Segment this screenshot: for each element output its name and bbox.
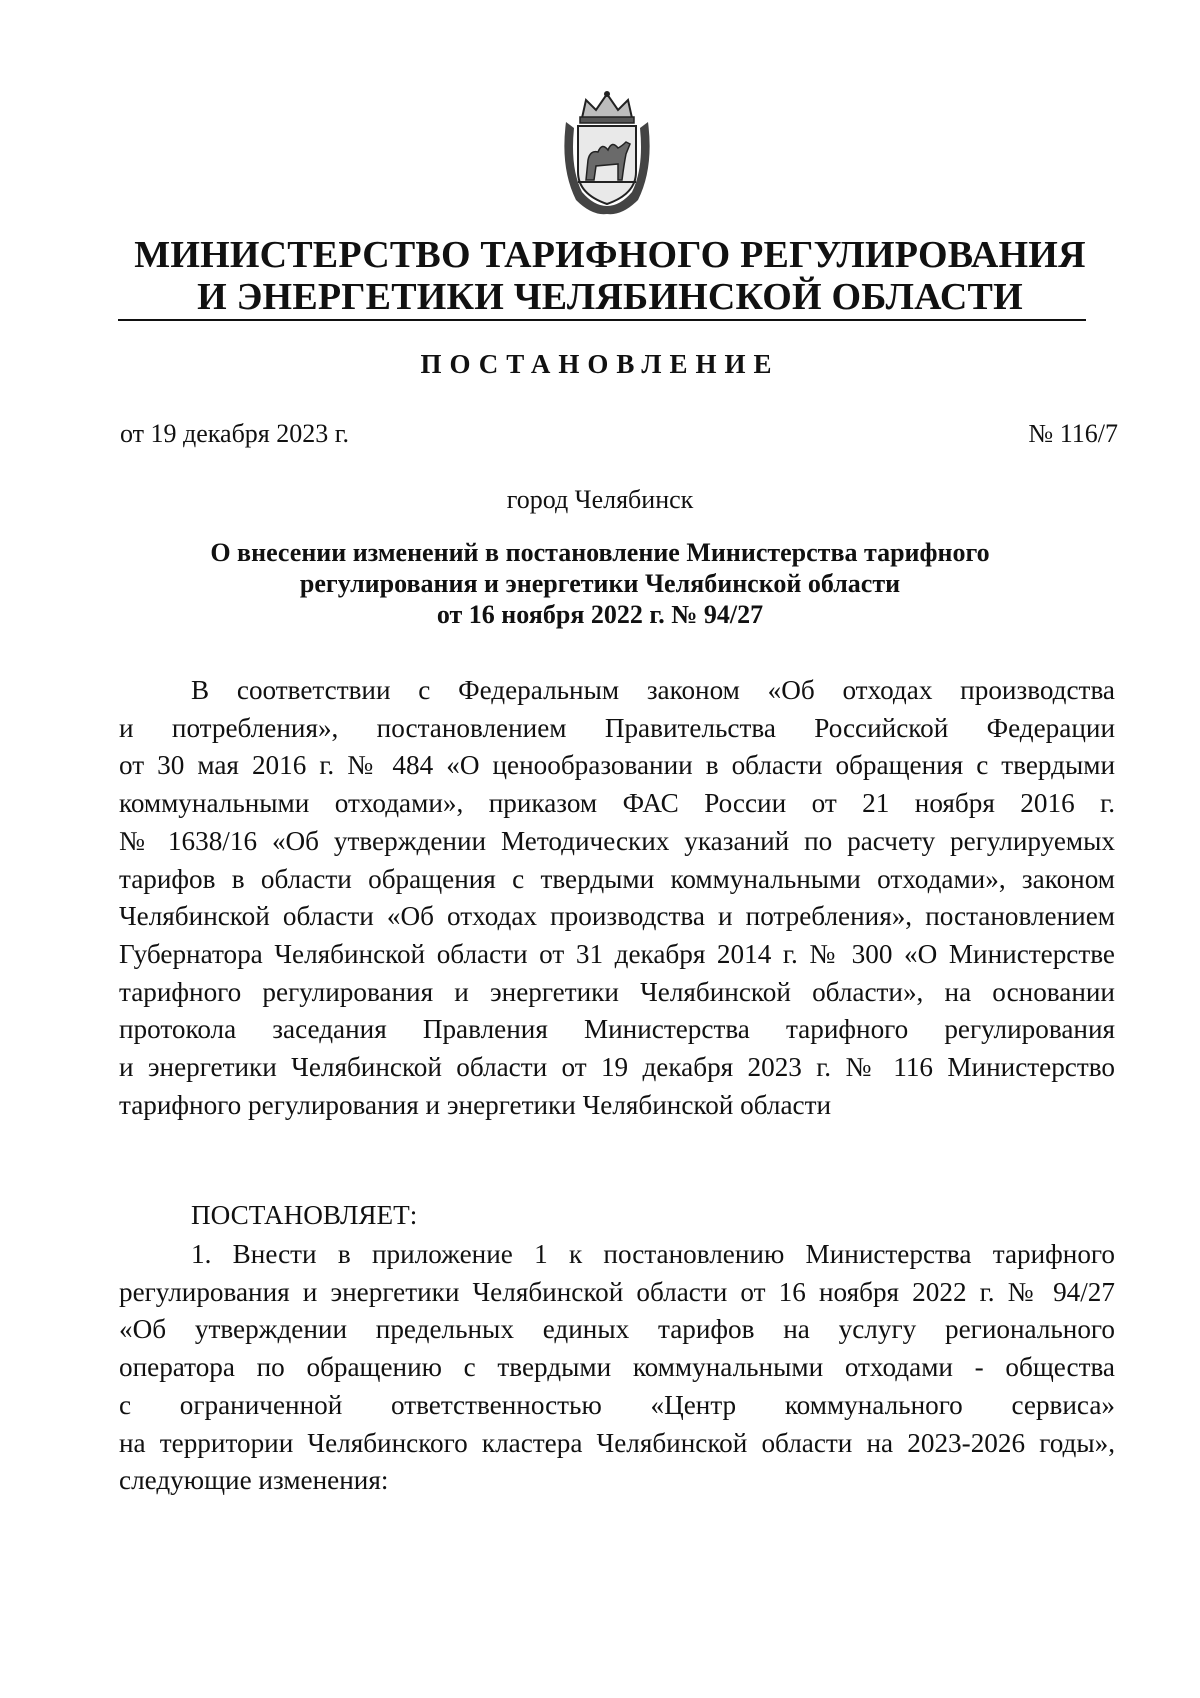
text-line: регулирования и энергетики Челябинской области от 16 ноября 2022 г. № 94/27	[119, 1276, 1115, 1307]
document-type: ПОСТАНОВЛЕНИЕ	[420, 349, 780, 379]
text-line: оператора по обращению с твердыми коммунальными отходами - общества	[119, 1352, 1115, 1383]
text-line: протокола заседания Правления Министерства тарифного регулирования	[119, 1014, 1115, 1045]
document-date: от 19 декабря 2023 г.	[120, 419, 349, 448]
coat-of-arms-icon	[556, 88, 658, 218]
title-line: регулирования и энергетики Челябинской области	[299, 569, 901, 598]
text-line: от 30 мая 2016 г. № 484 «О ценообразовании в области обращения с твердыми	[119, 750, 1115, 781]
text-line: тарифного регулирования и энергетики Челябинской области	[119, 1089, 832, 1120]
preamble-paragraph	[119, 672, 1115, 1124]
ministry-name-line2: И ЭНЕРГЕТИКИ ЧЕЛЯБИНСКОЙ ОБЛАСТИ	[197, 276, 1023, 318]
text-line: на территории Челябинского кластера Челябинской области на 2023-2026 годы»,	[119, 1427, 1115, 1458]
text-line: и энергетики Челябинской области от 19 декабря 2023 г. № 116 Министерство	[119, 1052, 1115, 1083]
ministry-name-line1: МИНИСТЕРСТВО ТАРИФНОГО РЕГУЛИРОВАНИЯ	[134, 234, 1086, 276]
item-1-paragraph	[119, 1236, 1115, 1500]
text-line: Челябинской области «Об отходах производства и потребления», постановлением	[119, 901, 1115, 932]
text-line: тарифного регулирования и энергетики Челябинской области», на основании	[119, 976, 1115, 1007]
document-title	[160, 537, 1040, 630]
text-line: с ограниченной ответственностью «Центр коммунального сервиса»	[119, 1389, 1115, 1420]
text-line: следующие изменения:	[119, 1465, 389, 1496]
text-line: коммунальными отходами», приказом ФАС России от 21 ноября 2016 г.	[119, 788, 1115, 819]
document-city: город Челябинск	[506, 485, 694, 514]
text-line: 1. Внести в приложение 1 к постановлению Министерства тарифного	[191, 1239, 1115, 1269]
resolves-text: ПОСТАНОВЛЯЕТ:	[191, 1200, 418, 1230]
text-line: «Об утверждении предельных единых тарифов на услугу регионального	[119, 1314, 1115, 1345]
document-number: № 116/7	[1028, 419, 1118, 448]
resolves-heading	[119, 1197, 1115, 1235]
text-line: Губернатора Челябинской области от 31 декабря 2014 г. № 300 «О Министерстве	[119, 938, 1115, 969]
text-line: В соответствии с Федеральным законом «Об отходах производства	[191, 675, 1115, 705]
text-line: тарифов в области обращения с твердыми коммунальными отходами», законом	[119, 863, 1115, 894]
title-line: О внесении изменений в постановление Министерства тарифного	[210, 538, 990, 567]
title-line: от 16 ноября 2022 г. № 94/27	[436, 600, 764, 629]
text-line: № 1638/16 «Об утверждении Методических указаний по расчету регулируемых	[119, 825, 1115, 856]
header-divider	[118, 319, 1086, 321]
text-line: и потребления», постановлением Правительства Российской Федерации	[119, 712, 1115, 743]
